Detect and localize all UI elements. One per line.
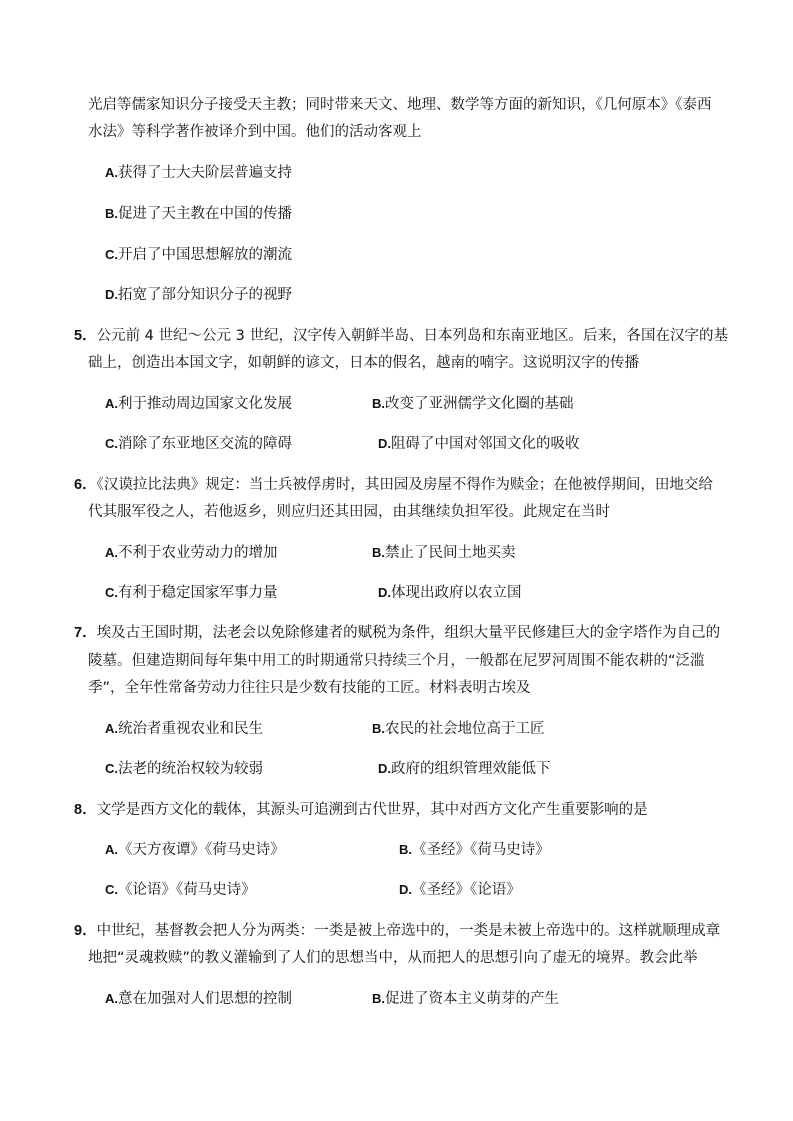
option-letter: A.: [105, 721, 118, 736]
option-letter: C.: [105, 247, 118, 262]
option-letter: B.: [372, 545, 385, 560]
option-text: 促进了资本主义萌芽的产生: [385, 991, 559, 1007]
option-text: 拓宽了部分知识分子的视野: [118, 287, 292, 303]
option-letter: D.: [378, 761, 391, 776]
question-4-stem-line-1: 光启等儒家知识分子接受天主教；同时带来天文、地理、数学等方面的新知识，《几何原本》《泰西: [88, 97, 712, 113]
option-letter: C.: [105, 436, 118, 451]
question-8-option-c: [105, 880, 256, 900]
option-text: 农民的社会地位高于工匠: [385, 721, 545, 737]
option-text: 阻碍了中国对邻国文化的吸收: [391, 436, 580, 452]
option-letter: B.: [372, 991, 385, 1006]
option-text: 改变了亚洲儒学文化圈的基础: [385, 396, 574, 412]
option-letter: A.: [105, 842, 118, 857]
option-text: 意在加强对人们思想的控制: [118, 991, 292, 1007]
question-text: 《汉谟拉比法典》规定：当士兵被俘虏时，其田园及房屋不得作为赎金；在他被俘期间，田地交给: [96, 477, 713, 493]
question-7-option-c: [105, 759, 263, 779]
question-5-stem-line-2: 础上，创造出本国文字，如朝鲜的谚文，日本的假名，越南的喃字。这说明汉字的传播: [88, 355, 639, 371]
question-5-option-a: [105, 394, 292, 414]
option-text: 有利于稳定国家军事力量: [118, 585, 278, 601]
option-text: 《圣经》《荷马史诗》: [412, 842, 550, 858]
question-7-option-b: [372, 719, 545, 739]
question-number: 9．: [74, 923, 97, 939]
option-letter: D.: [105, 287, 118, 302]
question-6-option-c: [105, 583, 278, 603]
question-9-stem-line-1: [74, 921, 720, 941]
option-text: 《天方夜谭》《荷马史诗》: [118, 842, 285, 858]
option-letter: A.: [105, 545, 118, 560]
option-text: 消除了东亚地区交流的障碍: [118, 436, 292, 452]
option-text: 体现出政府以农立国: [391, 585, 522, 601]
option-letter: D.: [378, 585, 391, 600]
question-6-option-b: [372, 543, 516, 563]
question-8-option-a: [105, 840, 285, 860]
question-text: 中世纪，基督教会把人分为两类：一类是被上帝选中的，一类是未被上帝选中的。这样就顺理成章: [96, 923, 721, 939]
option-letter: B.: [399, 842, 412, 857]
question-8-stem-line-1: [74, 800, 648, 820]
question-9-option-b: [372, 989, 559, 1009]
question-8-option-b: [399, 840, 550, 860]
option-letter: A.: [105, 165, 118, 180]
question-4-option-a: [105, 163, 292, 183]
option-text: 禁止了民间土地买卖: [385, 545, 516, 561]
option-letter: D.: [399, 882, 412, 897]
option-letter: C.: [105, 585, 118, 600]
option-text: 统治者重视农业和民生: [118, 721, 263, 737]
question-5-option-c: [105, 434, 292, 454]
option-letter: C.: [105, 882, 118, 897]
question-number: 5．: [74, 328, 97, 344]
question-7-stem-line-3: 季”，全年性常备劳动力往往只是少数有技能的工匠。材料表明古埃及: [88, 680, 531, 696]
question-number: 8．: [74, 802, 97, 818]
option-text: 《圣经》《论语》: [412, 882, 521, 898]
option-text: 获得了士大夫阶层普遍支持: [118, 165, 292, 181]
question-5-stem-line-1: [74, 326, 728, 346]
option-text: 开启了中国思想解放的潮流: [118, 247, 292, 263]
question-number: 6．: [74, 477, 97, 493]
question-4-stem-line-2: 水法》等科学著作被译介到中国。他们的活动客观上: [88, 124, 422, 140]
option-letter: A.: [105, 396, 118, 411]
question-4-option-b: [105, 204, 292, 224]
question-text: 埃及古王国时期，法老会以免除修建者的赋税为条件，组织大量平民修建巨大的金字塔作为自己的: [96, 625, 721, 641]
option-letter: A.: [105, 991, 118, 1006]
question-5-option-b: [372, 394, 574, 414]
question-5-option-d: [378, 434, 580, 454]
option-letter: B.: [372, 721, 385, 736]
question-9-option-a: [105, 989, 292, 1009]
question-9-stem-line-2: 地把“灵魂救赎”的教义灌输到了人们的思想当中，从而把人的思想引向了虚无的境界。教会此举: [88, 950, 698, 966]
question-7-stem-line-2: 陵墓。但建造期间每年集中用工的时期通常只持续三个月，一般都在尼罗河周围不能农耕的“泛滥: [88, 653, 705, 669]
option-text: 政府的组织管理效能低下: [391, 761, 551, 777]
question-7-option-a: [105, 719, 263, 739]
option-text: 不利于农业劳动力的增加: [118, 545, 278, 561]
question-text: 公元前 4 世纪～公元 3 世纪，汉字传入朝鲜半岛、日本列岛和东南亚地区。后来，各国在汉字的基: [96, 328, 728, 344]
question-4-option-c: [105, 245, 292, 265]
question-8-option-d: [399, 880, 521, 900]
option-text: 促进了天主教在中国的传播: [118, 206, 292, 222]
question-number: 7．: [74, 625, 97, 641]
question-6-stem-line-2: 代其服军役之人，若他返乡，则应归还其田园，由其继续负担军役。此规定在当时: [88, 504, 610, 520]
option-letter: B.: [372, 396, 385, 411]
option-letter: B.: [105, 206, 118, 221]
option-text: 利于推动周边国家文化发展: [118, 396, 292, 412]
option-text: 法老的统治权较为较弱: [118, 761, 263, 777]
question-6-stem-line-1: [74, 475, 713, 495]
question-7-option-d: [378, 759, 551, 779]
question-7-stem-line-1: [74, 623, 720, 643]
option-text: 《论语》《荷马史诗》: [118, 882, 256, 898]
option-letter: C.: [105, 761, 118, 776]
question-6-option-a: [105, 543, 278, 563]
question-text: 文学是西方文化的载体，其源头可追溯到古代世界，其中对西方文化产生重要影响的是: [96, 802, 648, 818]
option-letter: D.: [378, 436, 391, 451]
question-6-option-d: [378, 583, 522, 603]
question-4-option-d: [105, 285, 292, 305]
